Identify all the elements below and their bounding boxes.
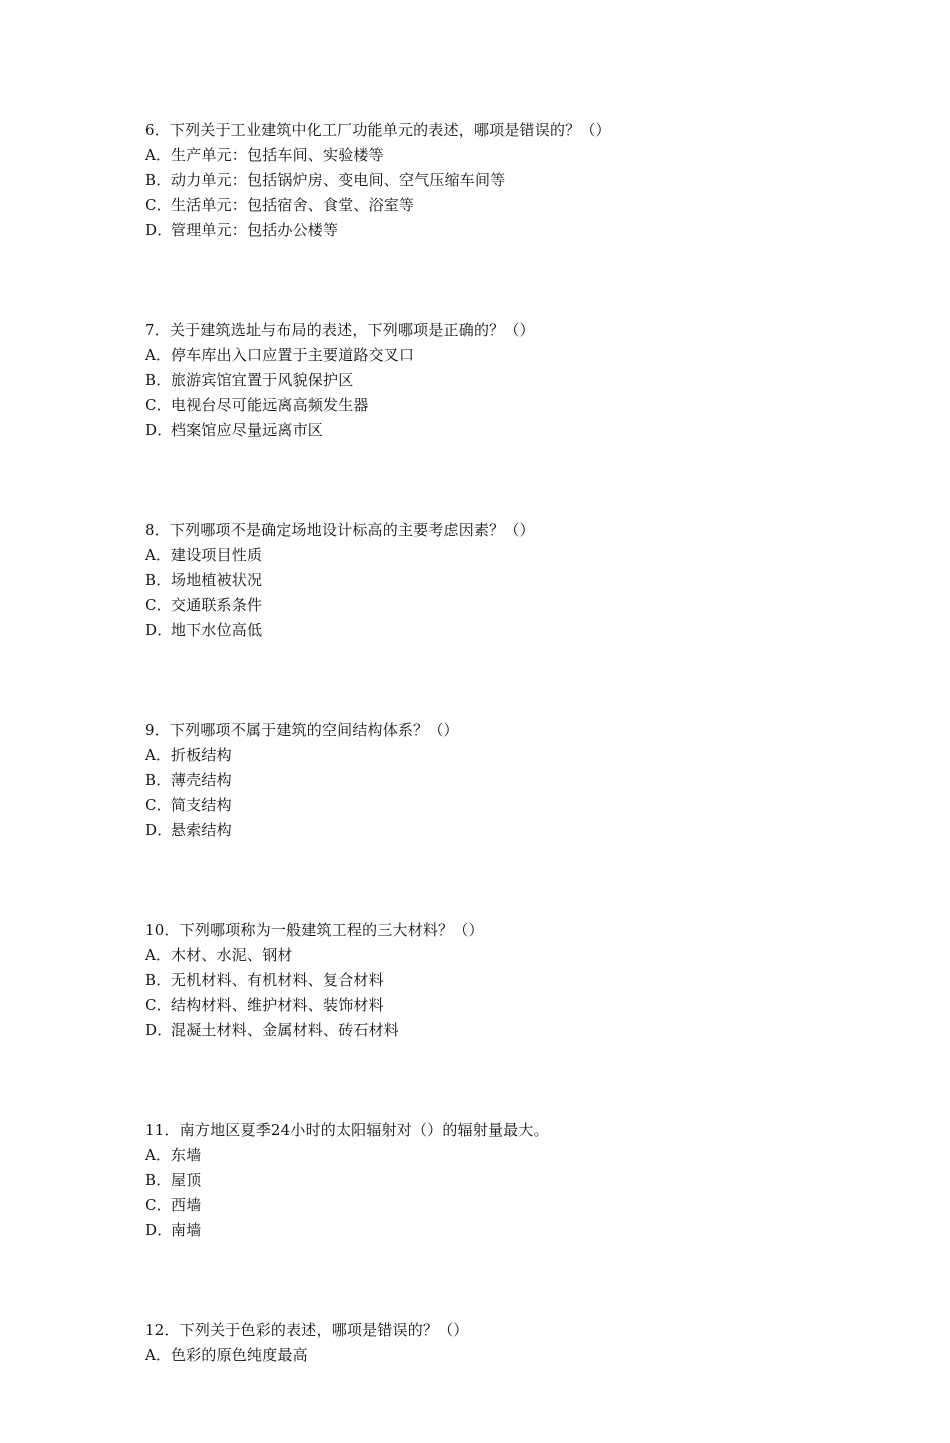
question-10 — [145, 918, 905, 1043]
option-text: 屋顶 — [171, 1171, 202, 1189]
question-stem: 6．下列关于工业建筑中化工厂功能单元的表述，哪项是错误的？（） — [145, 121, 611, 139]
option-key: C． — [145, 596, 172, 614]
option-key: D． — [145, 1021, 173, 1039]
option-key: A． — [145, 1146, 172, 1164]
option-text: 木材、水泥、钢材 — [171, 946, 293, 964]
option-d — [145, 818, 905, 843]
option-a — [145, 1143, 905, 1168]
question-6 — [145, 118, 905, 243]
question-8 — [145, 518, 905, 643]
option-text: 悬索结构 — [171, 821, 232, 839]
option-a — [145, 743, 905, 768]
option-text: 生活单元：包括宿舍、食堂、浴室等 — [171, 196, 415, 214]
option-text: 色彩的原色纯度最高 — [171, 1346, 308, 1364]
question-9 — [145, 718, 905, 843]
option-key: C． — [145, 1196, 172, 1214]
option-key: A． — [145, 946, 172, 964]
question-11 — [145, 1118, 905, 1243]
option-key: A． — [145, 146, 172, 164]
option-key: D． — [145, 221, 173, 239]
option-b — [145, 968, 905, 993]
option-key: A． — [145, 346, 172, 364]
question-stem: 12．下列关于色彩的表述，哪项是错误的？（） — [145, 1321, 469, 1339]
option-b — [145, 1168, 905, 1193]
option-c — [145, 393, 905, 418]
option-text: 建设项目性质 — [171, 546, 263, 564]
option-c — [145, 993, 905, 1018]
document-page — [145, 118, 905, 1443]
option-key: D． — [145, 621, 173, 639]
option-text: 地下水位高低 — [171, 621, 263, 639]
option-key: C． — [145, 796, 172, 814]
option-key: B． — [145, 1171, 172, 1189]
option-key: D． — [145, 421, 173, 439]
option-text: 折板结构 — [171, 746, 232, 764]
question-stem: 9．下列哪项不属于建筑的空间结构体系？（） — [145, 721, 459, 739]
option-text: 东墙 — [171, 1146, 202, 1164]
option-d — [145, 1018, 905, 1043]
option-key: A． — [145, 546, 172, 564]
option-text: 结构材料、维护材料、装饰材料 — [171, 996, 384, 1014]
option-text: 交通联系条件 — [171, 596, 263, 614]
option-b — [145, 568, 905, 593]
question-12 — [145, 1318, 905, 1368]
option-key: C． — [145, 196, 172, 214]
option-key: A． — [145, 1346, 172, 1364]
option-text: 管理单元：包括办公楼等 — [171, 221, 339, 239]
question-7 — [145, 318, 905, 443]
option-text: 动力单元：包括锅炉房、变电间、空气压缩车间等 — [171, 171, 506, 189]
option-key: C． — [145, 396, 172, 414]
option-b — [145, 168, 905, 193]
option-a — [145, 1343, 905, 1368]
option-b — [145, 368, 905, 393]
option-text: 薄壳结构 — [171, 771, 232, 789]
option-text: 南墙 — [171, 1221, 202, 1239]
question-stem: 10．下列哪项称为一般建筑工程的三大材料？（） — [145, 921, 484, 939]
option-a — [145, 943, 905, 968]
option-a — [145, 343, 905, 368]
option-b — [145, 768, 905, 793]
option-c — [145, 193, 905, 218]
option-key: B． — [145, 571, 172, 589]
option-c — [145, 593, 905, 618]
option-text: 生产单元：包括车间、实验楼等 — [171, 146, 384, 164]
option-key: D． — [145, 1221, 173, 1239]
option-c — [145, 793, 905, 818]
option-key: B． — [145, 771, 172, 789]
option-key: B． — [145, 971, 172, 989]
option-text: 档案馆应尽量远离市区 — [171, 421, 324, 439]
option-key: C． — [145, 996, 172, 1014]
option-a — [145, 543, 905, 568]
option-key: A． — [145, 746, 172, 764]
question-stem: 11．南方地区夏季24小时的太阳辐射对（）的辐射量最大。 — [145, 1121, 549, 1139]
question-stem: 7．关于建筑选址与布局的表述，下列哪项是正确的？（） — [145, 321, 535, 339]
option-text: 简支结构 — [171, 796, 232, 814]
option-key: D． — [145, 821, 173, 839]
option-text: 混凝土材料、金属材料、砖石材料 — [171, 1021, 400, 1039]
option-text: 电视台尽可能远离高频发生器 — [171, 396, 369, 414]
option-text: 西墙 — [171, 1196, 202, 1214]
option-text: 停车库出入口应置于主要道路交叉口 — [171, 346, 415, 364]
option-c — [145, 1193, 905, 1218]
option-text: 无机材料、有机材料、复合材料 — [171, 971, 384, 989]
option-text: 场地植被状况 — [171, 571, 263, 589]
question-stem: 8．下列哪项不是确定场地设计标高的主要考虑因素？（） — [145, 521, 535, 539]
option-d — [145, 1218, 905, 1243]
option-text: 旅游宾馆宜置于风貌保护区 — [171, 371, 354, 389]
option-d — [145, 618, 905, 643]
option-key: B． — [145, 371, 172, 389]
option-a — [145, 143, 905, 168]
option-key: B． — [145, 171, 172, 189]
option-d — [145, 418, 905, 443]
option-d — [145, 218, 905, 243]
